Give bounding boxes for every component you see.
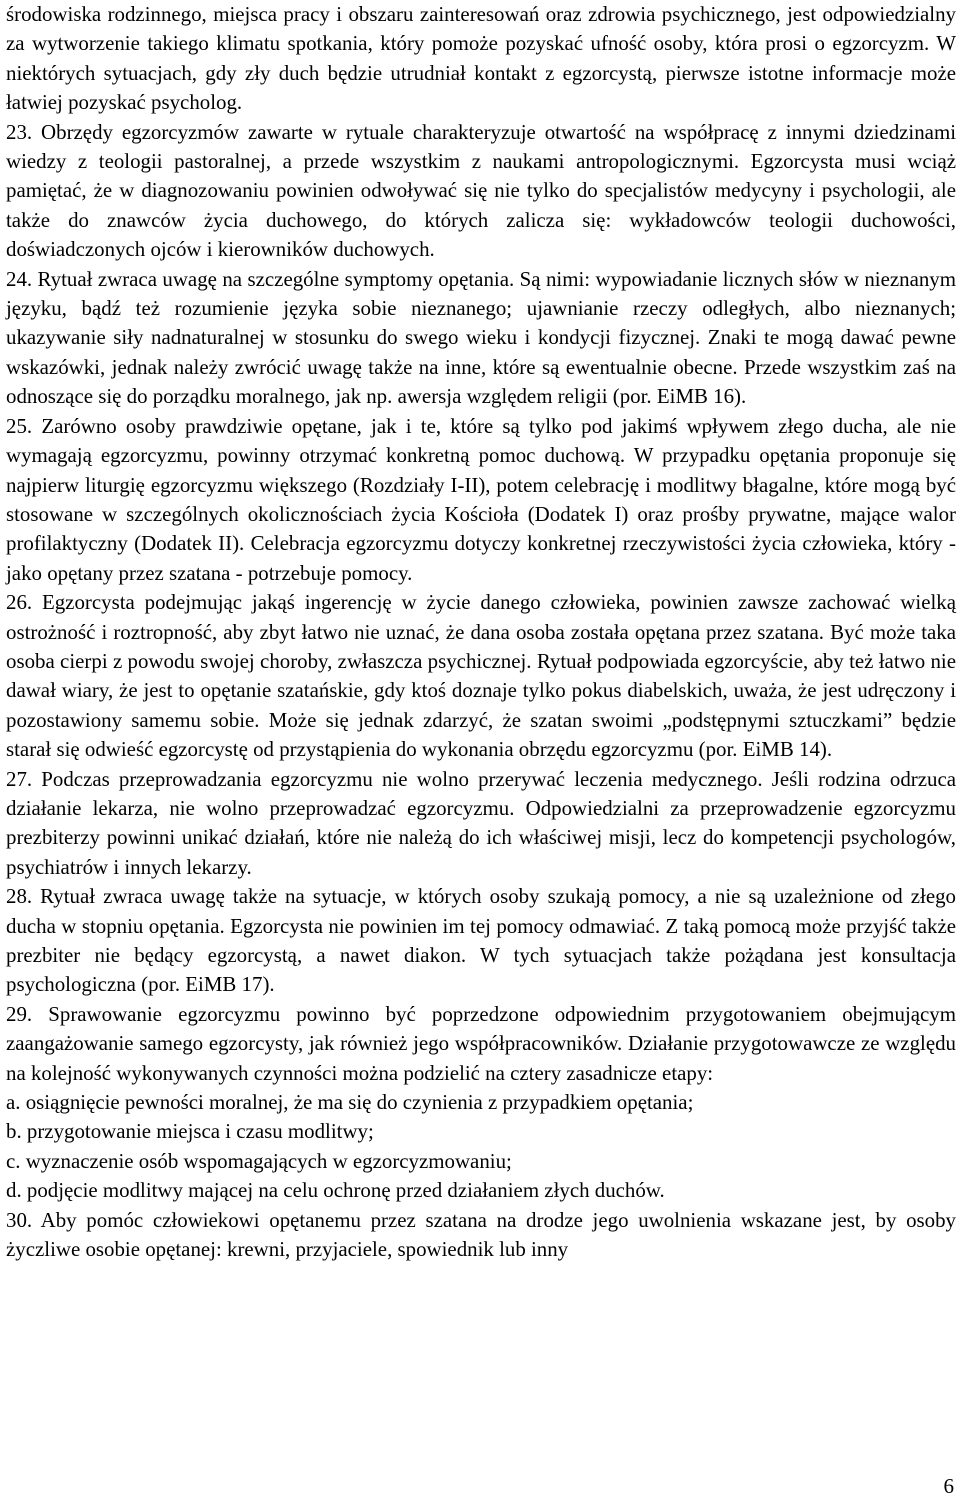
paragraph-27: 27. Podczas przeprowadzania egzorcyzmu nie wolno przerywać leczenia medycznego. Jeśli rodzina odrzuca działanie lekarza, nie wolno przeprowadzać egzorcyzmu. Odpowiedzialni za przeprowadzenie egzorcyzmu prezbiterzy powinni unikać działań, które nie należą do ich właściwej misji, lecz do kompetencji psychologów, psychiatrów i innych lekarzy. <box>6 766 956 879</box>
paragraph-continuation: środowiska rodzinnego, miejsca pracy i obszaru zainteresowań oraz zdrowia psychicznego, jest odpowiedzialny za wytworzenie takiego klimatu spotkania, który pomoże pozyskać ufność osoby, która prosi o egzorcyzm. W niektórych sytuacjach, gdy zły duch będzie utrudniał kontakt z egzorcystą, pierwsze istotne informacje może łatwiej pozyskać psycholog. <box>6 2 956 115</box>
paragraph-25: 25. Zarówno osoby prawdziwie opętane, jak i te, które są tylko pod jakimś wpływem złego ducha, ale nie wymagają egzorcyzmu, powinny otrzymać konkretną pomoc duchową. W przypadku opętania proponuje się najpierw liturgię egzorcyzmu większego (Rozdziały I-II), potem celebrację i modlitwy błagalne, które mogą być stosowane w szczególnych okolicznościach życia Kościoła (Dodatek I) oraz prośby prywatne, mające walor profilaktyczny (Dodatek II). Celebracja egzorcyzmu dotyczy konkretnej rzeczywistości życia człowieka, który - jako opętany przez szatana - potrzebuje pomocy. <box>6 413 956 585</box>
paragraph-30: 30. Aby pomóc człowiekowi opętanemu przez szatana na drodze jego uwolnienia wskazane jest, by osoby życzliwe osobie opętanej: krewni, przyjaciele, spowiednik lub inny <box>6 1207 956 1262</box>
paragraph-28: 28. Rytuał zwraca uwagę także na sytuacje, w których osoby szukają pomocy, a nie są uzależnione od złego ducha w stopniu opętania. Egzorcysta nie powinien im tej pomocy odmawiać. Z taką pomocą może przyjść także prezbiter nie będący egzorcystą, a nawet diakon. W tych sytuacjach także pożądana jest konsultacja psychologiczna (por. EiMB 17). <box>6 884 956 997</box>
paragraph-24: 24. Rytuał zwraca uwagę na szczególne symptomy opętania. Są nimi: wypowiadanie licznych słów w nieznanym języku, bądź też rozumienie języka sobie nieznanego; ujawnianie rzeczy odległych, albo nieznanych; ukazywanie siły nadnaturalnej w stosunku do swego wieku i kondycji fizycznej. Znaki te mogą dawać pewne wskazówki, jednak należy zwrócić uwagę także na inne, które są ewentualnie obecne. Przede wszystkim zaś na odnoszące się do porządku moralnego, jak np. awersja względem religii (por. EiMB 16). <box>6 266 956 409</box>
paragraph-23: 23. Obrzędy egzorcyzmów zawarte w rytuale charakteryzuje otwartość na współpracę z innymi dziedzinami wiedzy z teologii pastoralnej, a przede wszystkim z naukami antropologicznymi. Egzorcysta musi wciąż pamiętać, że w diagnozowaniu powinien odwoływać się nie tylko do specjalistów medycyny i psychologii, ale także do znawców życia duchowego, do których zalicza się: wykładowców teologii duchowości, doświadczonych ojców i kierowników duchowych. <box>6 119 956 262</box>
document-body <box>6 0 956 1264</box>
list-item-a: a. osiągnięcie pewności moralnej, że ma się do czynienia z przypadkiem opętania; <box>6 1090 694 1115</box>
list-item-b: b. przygotowanie miejsca i czasu modlitwy; <box>6 1119 374 1144</box>
page-number: 6 <box>943 1474 954 1498</box>
paragraph-26: 26. Egzorcysta podejmując jakąś ingerencję w życie danego człowieka, powinien zawsze zachować wielką ostrożność i roztropność, aby zbyt łatwo nie uznać, że dana osoba została opętana przez szatana. Być może taka osoba cierpi z powodu swojej choroby, zwłaszcza psychicznej. Rytuał podpowiada egzorcyście, aby też łatwo nie dawał wiary, że jest to opętanie szatańskie, gdy ktoś doznaje tylko pokus diabelskich, uważa, że jest udręczony i pozostawiony samemu sobie. Może się jednak zdarzyć, że szatan swoimi „podstępnymi sztuczkami” będzie starał się odwieść egzorcystę od przystąpienia do wykonania obrzędu egzorcyzmu (por. EiMB 14). <box>6 590 956 762</box>
list-item-d: d. podjęcie modlitwy mającej na celu ochronę przed działaniem złych duchów. <box>6 1178 665 1203</box>
list-item-c: c. wyznaczenie osób wspomagających w egzorcyzmowaniu; <box>6 1148 512 1173</box>
paragraph-29: 29. Sprawowanie egzorcyzmu powinno być poprzedzone odpowiednim przygotowaniem obejmującym zaangażowanie samego egzorcysty, jak również jego współpracowników. Działanie przygotowawcze ze względu na kolejność wykonywanych czynności można podzielić na cztery zasadnicze etapy: <box>6 1001 956 1085</box>
